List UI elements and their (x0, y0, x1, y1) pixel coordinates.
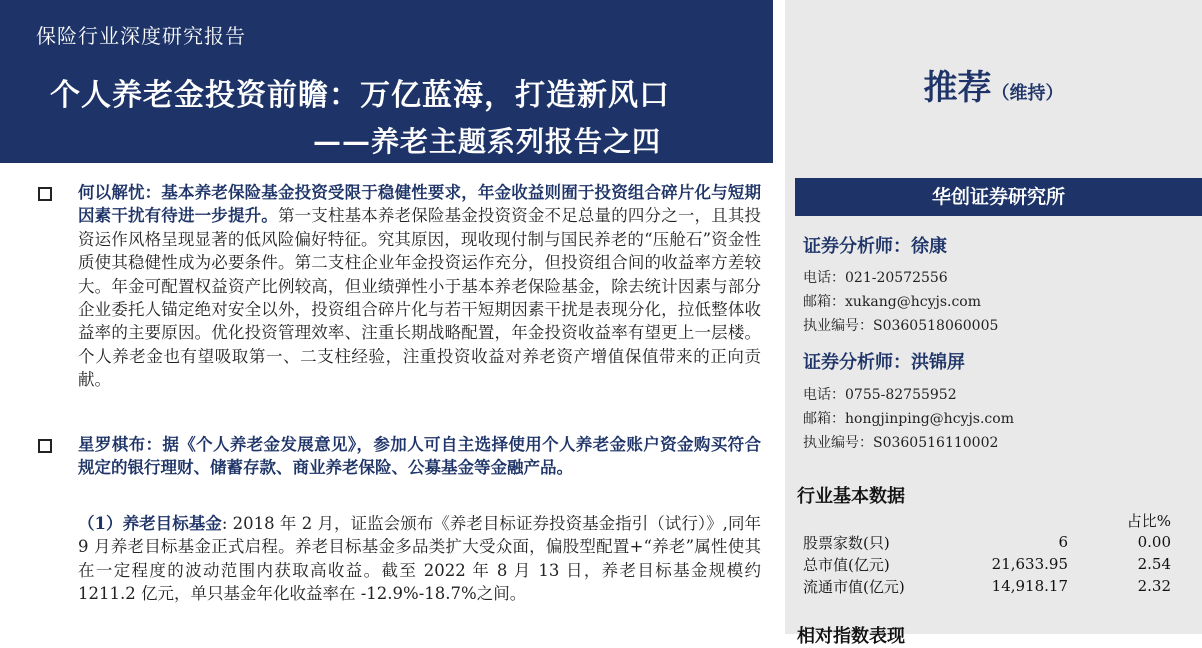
research-firm-bar: 华创证券研究所 (795, 178, 1202, 216)
analyst-2-email: 邮箱：hongjinping@hcyjs.com (803, 411, 1014, 427)
row-value: 14,918.17 (991, 577, 1068, 595)
paragraph-3-lead: （1）养老目标基金 (78, 514, 222, 533)
report-title: 个人养老金投资前瞻：万亿蓝海，打造新风口 (50, 78, 670, 113)
table-header-row (803, 509, 1183, 531)
paragraph-3-text: : 2018 年 2 月，证监会颁布《养老目标证券投资基金指引（试行）》,同年 9 月养老目标基金正式启程。养老目标基金多品类扩大受众面，偏股型配置+“养老”属性使其在一定程度的波动范围内获取高收益。截至 2022 年 8 月 13 日，养老目标基金规模约 1211.2 亿元，单只基金年化收益率在 -12.9%-18.7%之间。 (78, 514, 761, 604)
analyst-1-name: 证券分析师：徐康 (803, 236, 947, 257)
row-pct: 2.32 (1137, 577, 1171, 595)
analyst-2-name: 证券分析师：洪锦屏 (803, 352, 965, 373)
header-banner (0, 0, 773, 163)
analyst-1-phone: 电话：021-20572556 (803, 270, 948, 286)
rating (785, 60, 1202, 109)
row-value: 6 (1058, 533, 1068, 551)
table-row (803, 553, 1183, 575)
industry-data-heading: 行业基本数据 (797, 486, 905, 507)
rating-sub: （维持） (991, 83, 1064, 104)
row-pct: 0.00 (1137, 533, 1171, 551)
report-subtitle: ——养老主题系列报告之四 (313, 125, 662, 158)
row-value: 21,633.95 (991, 555, 1068, 573)
analyst-2-license: 执业编号：S0360516110002 (803, 435, 999, 451)
body-paragraph-2 (78, 433, 761, 480)
row-pct: 2.54 (1137, 555, 1171, 573)
table-row (803, 531, 1183, 553)
paragraph-1-text: 第一支柱基本养老保险基金投资资金不足总量的四分之一，且其投资运作风格呈现显著的低风险偏好特征。究其原因，现收现付制与国民养老的“压舱石”资金性质使其稳健性成为必要条件。第二支柱企业年金投资运作充分，但投资组合间的收益率方差较大。年金可配置权益资产比例较高，但业绩弹性小于基本养老保险基金，除去统计因素与部分企业委托人锚定绝对安全以外，投资组合碎片化与若干短期因素干扰是表现分化，拉低整体收益率的主要原因。优化投资管理效率、注重长期战略配置，年金投资收益率有望更上一层楼。个人养老金也有望吸取第一、二支柱经验，注重投资收益对养老资产增值保值带来的正向贡献。 (78, 206, 762, 390)
table-row (803, 575, 1183, 597)
analyst-2-phone: 电话：0755-82755952 (803, 387, 957, 403)
row-label: 流通市值(亿元) (803, 577, 905, 596)
rating-main: 推荐 (923, 68, 992, 108)
industry-data-table (803, 509, 1183, 597)
pct-header: 占比% (1126, 511, 1171, 530)
paragraph-2-lead: 星罗棋布：据《个人养老金发展意见》，参加人可自主选择使用个人养老金账户资金购买符合规定的银行理财、储蓄存款、商业养老保险、公募基金等金融产品。 (78, 435, 761, 478)
report-category: 保险行业深度研究报告 (36, 24, 246, 48)
row-label: 总市值(亿元) (803, 555, 890, 574)
paragraph-1-lead: 何以解忧：基本养老保险基金投资受限于稳健性要求，年金收益则囿于投资组合碎片化与短期因素干扰有待进一步提升。 (78, 183, 761, 226)
row-label: 股票家数(只) (803, 533, 890, 552)
relative-index-heading: 相对指数表现 (797, 626, 905, 647)
analyst-1-license: 执业编号：S0360518060005 (803, 318, 999, 334)
analyst-1-email: 邮箱：xukang@hcyjs.com (803, 294, 982, 310)
bullet-square-icon (38, 187, 52, 201)
body-paragraph-1 (78, 181, 761, 392)
bullet-square-icon (38, 439, 52, 453)
body-paragraph-3 (78, 512, 761, 606)
